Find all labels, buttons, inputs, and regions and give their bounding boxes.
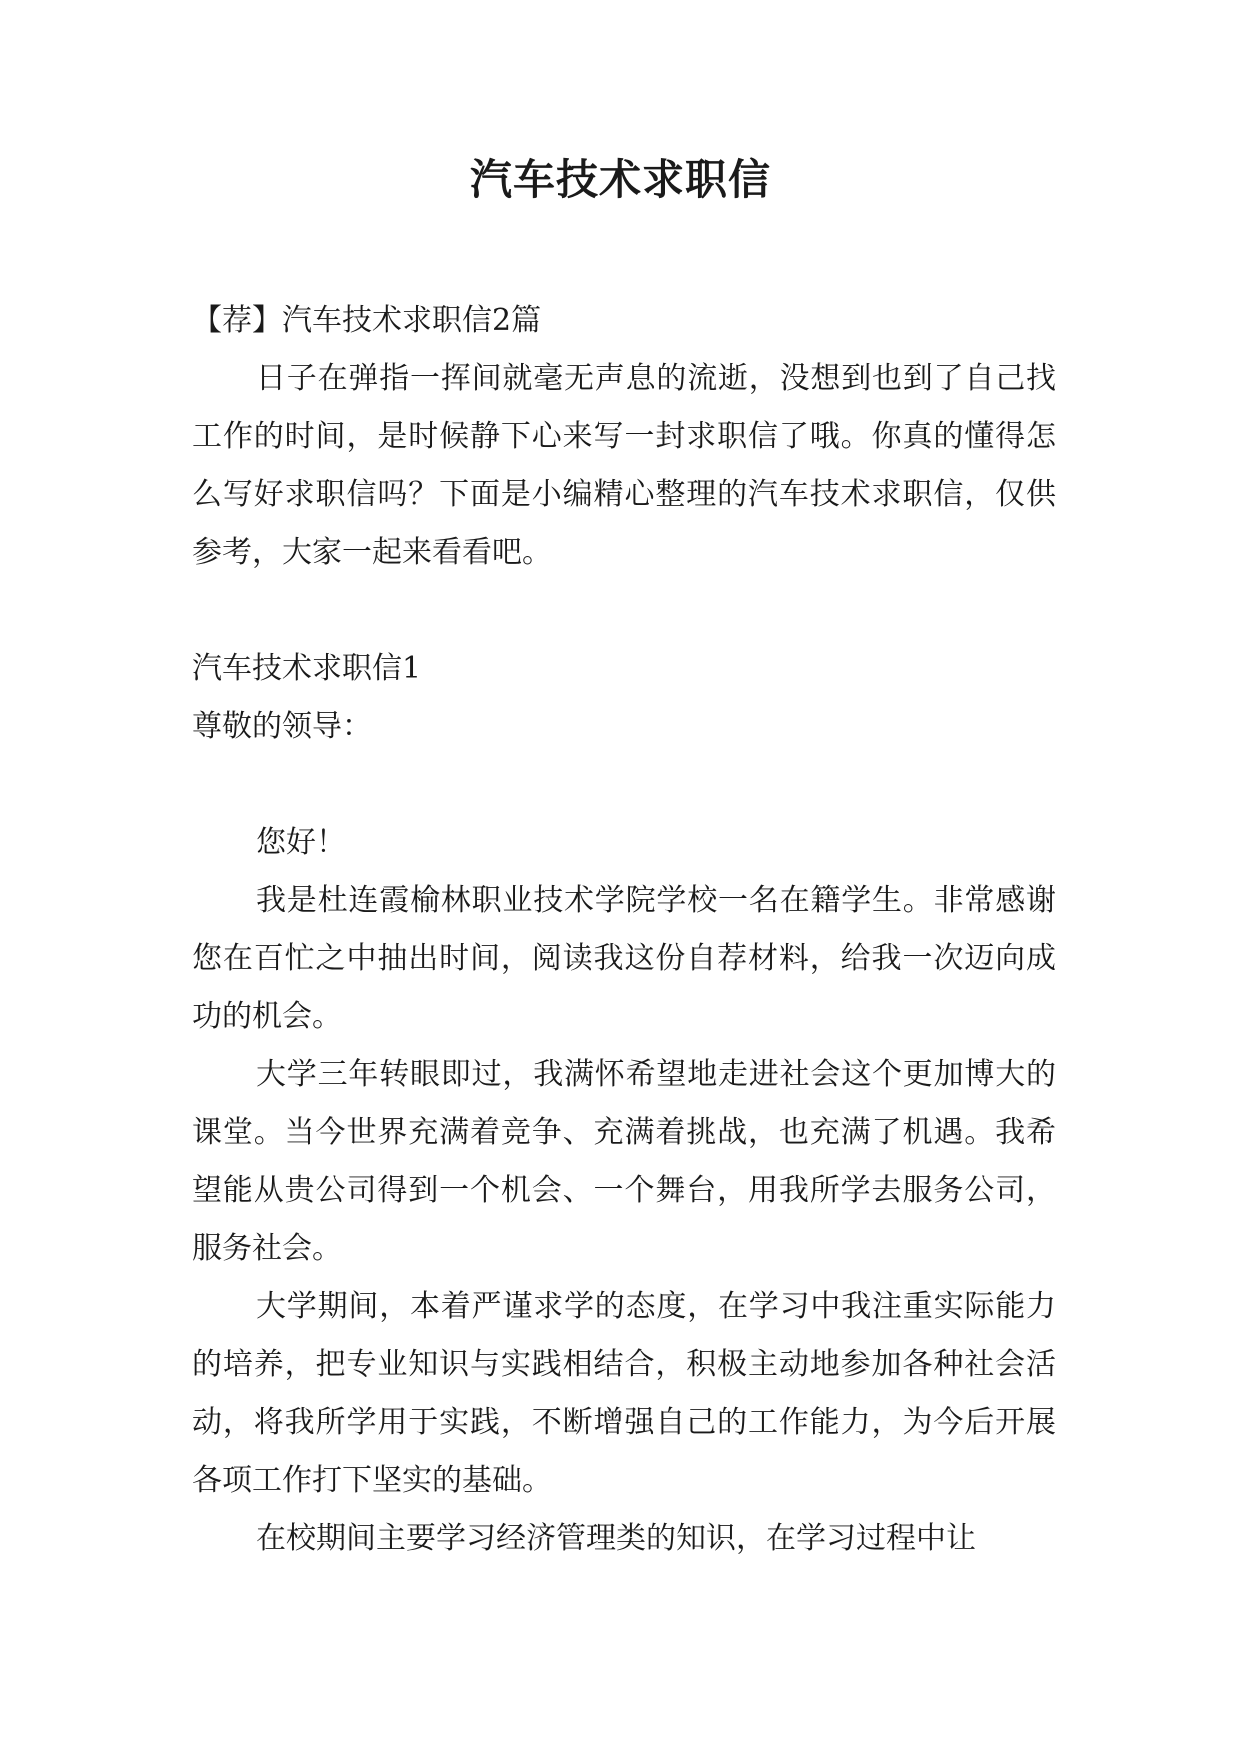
intro-paragraph: 日子在弹指一挥间就毫无声息的流逝，没想到也到了自己找工作的时间，是时候静下心来写一封求职信了哦。你真的懂得怎么写好求职信吗？下面是小编精心整理的汽车技术求职信，仅供参考，大家一起来看看吧。 — [192, 361, 1056, 570]
document-body — [192, 292, 1056, 1568]
salutation: 尊敬的领导： — [192, 709, 372, 744]
document-title: 汽车技术求职信 — [469, 155, 771, 204]
body-paragraph: 我是杜连霞榆林职业技术学院学校一名在籍学生。非常感谢您在百忙之中抽出时间，阅读我这份自荐材料，给我一次迈向成功的机会。 — [192, 883, 1056, 1034]
body-paragraph: 大学三年转眼即过，我满怀希望地走进社会这个更加博大的课堂。当今世界充满着竞争、充满着挑战，也充满了机遇。我希望能从贵公司得到一个机会、一个舞台，用我所学去服务公司，服务社会。 — [192, 1057, 1056, 1266]
body-paragraph: 在校期间主要学习经济管理类的知识，在学习过程中让 — [256, 1521, 976, 1556]
section-heading: 汽车技术求职信1 — [192, 651, 422, 686]
greeting: 您好！ — [256, 825, 346, 860]
body-paragraph: 大学期间，本着严谨求学的态度，在学习中我注重实际能力的培养，把专业知识与实践相结合，积极主动地参加各种社会活动，将我所学用于实践，不断增强自己的工作能力，为今后开展各项工作打下坚实的基础。 — [192, 1289, 1056, 1498]
spacer — [192, 756, 1056, 814]
spacer — [192, 582, 1056, 640]
lead-line: 【荐】汽车技术求职信2篇 — [192, 303, 542, 338]
